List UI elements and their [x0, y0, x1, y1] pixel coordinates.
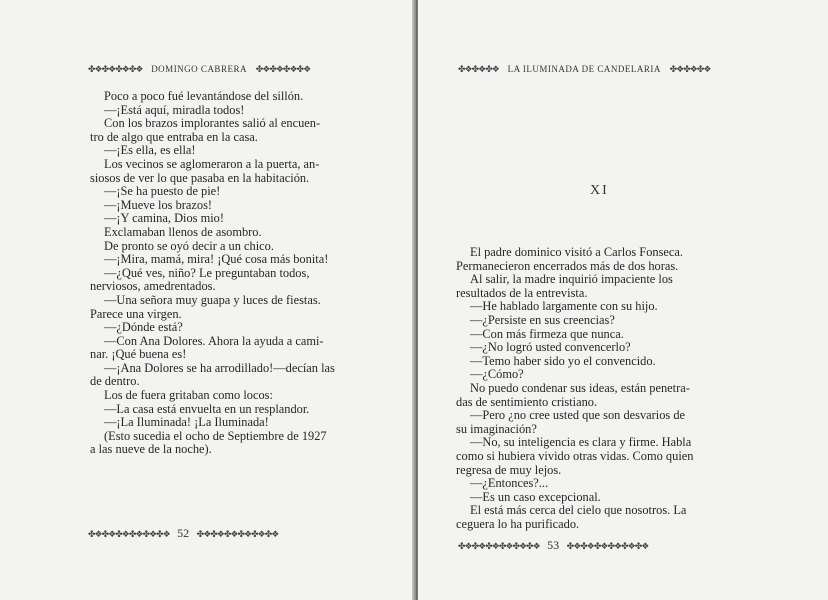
running-head-title: DOMINGO CABRERA — [151, 64, 247, 74]
text-line: nerviosos, amedrentados. — [90, 279, 216, 294]
text-line: ceguera lo ha purificado. — [456, 516, 580, 531]
text-line: Poco a poco fué levantándose del sillón. — [104, 89, 304, 103]
right-page — [418, 0, 828, 600]
footer-right — [458, 538, 648, 553]
text-line: —¿Dónde está? — [104, 320, 183, 335]
body-text-left — [90, 90, 376, 457]
text-line: Los de fuera gritaban como locos: — [104, 388, 273, 403]
text-line: —Una señora muy guapa y luces de fiestas. — [104, 292, 321, 307]
ornament-icon: ✤❖✤❖✤❖✤❖ — [255, 64, 311, 74]
text-line: —Con Ana Dolores. Ahora la ayuda a cami- — [104, 333, 324, 348]
text-line: —¿No logró usted convencerlo? — [470, 340, 631, 355]
text-line: Al salir, la madre inquirió impaciente los — [470, 272, 673, 287]
text-line: das de sentimiento cristiano. — [456, 394, 598, 409]
text-line: —¡Mueve los brazos! — [104, 197, 213, 212]
ornament-icon: ✤❖✤❖✤❖ — [669, 64, 711, 74]
text-line: —¿Cómo? — [470, 367, 524, 382]
body-text-right — [456, 246, 776, 531]
text-line: Permanecieron encerrados más de dos horas. — [456, 258, 679, 273]
running-head-right — [458, 64, 710, 75]
ornament-icon: ✤❖✤❖✤❖✤❖ — [88, 64, 143, 74]
text-line: —¡Se ha puesto de pie! — [104, 184, 221, 199]
text-line: —¡La Iluminada! ¡La Iluminada! — [104, 415, 269, 430]
text-line: su imaginación? — [456, 421, 537, 436]
text-line: regresa de muy lejos. — [456, 462, 562, 477]
footer-left — [88, 526, 278, 541]
text-line: —¡Mira, mamá, mira! ¡Qué cosa más bonita! — [104, 252, 329, 267]
text-line: —¿Persiste en sus creencias? — [470, 312, 615, 327]
text-line: Con los brazos implorantes salió al encuen- — [104, 116, 321, 131]
text-line: —Es un caso excepcional. — [470, 489, 601, 504]
text-line: resultados de la entrevista. — [456, 285, 588, 300]
ornament-icon: ✤❖✤❖✤❖✤❖✤❖✤❖ — [566, 541, 649, 551]
ornament-icon: ✤❖✤❖✤❖ — [458, 64, 499, 74]
text-line: —¡Es ella, es ella! — [104, 143, 196, 158]
text-line: a las nueve de la noche). — [90, 442, 212, 457]
text-line: Los vecinos se aglomeraron a la puerta, an- — [104, 156, 320, 171]
text-line: —¿Qué ves, niño? Le preguntaban todos, — [104, 265, 310, 280]
text-line: —¿Entonces?... — [470, 476, 549, 491]
running-head-left — [88, 64, 310, 75]
text-line: siosos de ver lo que pasaba en la habitación. — [90, 170, 310, 185]
text-line: El está más cerca del cielo que nosotros. La — [470, 503, 687, 518]
text-line: —Con más firmeza que nunca. — [470, 326, 624, 341]
page-number: 52 — [177, 526, 190, 540]
text-line: —No, su inteligencia es clara y firme. Habla — [470, 435, 692, 450]
text-line: El padre dominico visitó a Carlos Fonseca. — [470, 245, 684, 259]
ornament-icon: ✤❖✤❖✤❖✤❖✤❖✤❖ — [458, 541, 540, 551]
running-head-title: LA ILUMINADA DE CANDELARIA — [507, 64, 661, 74]
text-line: —Temo haber sido yo el convencido. — [470, 353, 656, 368]
text-line: —La casa está envuelta en un resplandor. — [104, 401, 310, 416]
text-line: Exclamaban llenos de asombro. — [104, 224, 262, 239]
text-line: como si hubiera vivido otras vidas. Como quien — [456, 448, 694, 463]
text-line: (Esto sucedia el ocho de Septiembre de 1927 — [104, 428, 327, 443]
text-line: Parece una virgen. — [90, 306, 182, 321]
text-line: —¡Está aquí, miradla todos! — [104, 102, 245, 117]
text-line: De pronto se oyó decir a un chico. — [104, 238, 274, 253]
chapter-number: XI — [590, 183, 609, 198]
text-line: —He hablado largamente con su hijo. — [470, 299, 658, 314]
text-line: —¡Y camina, Dios mio! — [104, 211, 224, 226]
page-number: 53 — [547, 538, 560, 552]
text-line: de dentro. — [90, 374, 140, 389]
text-line: No puedo condenar sus ideas, están penetra- — [470, 380, 690, 395]
ornament-icon: ✤❖✤❖✤❖✤❖✤❖✤❖ — [196, 529, 279, 539]
text-line: tro de algo que entraba en la casa. — [90, 129, 258, 144]
text-line: —Pero ¿no cree usted que son desvarios de — [470, 408, 686, 423]
text-line: nar. ¡Qué buena es! — [90, 347, 187, 362]
text-line: —¡Ana Dolores se ha arrodillado!—decían las — [104, 360, 335, 375]
ornament-icon: ✤❖✤❖✤❖✤❖✤❖✤❖ — [88, 529, 170, 539]
